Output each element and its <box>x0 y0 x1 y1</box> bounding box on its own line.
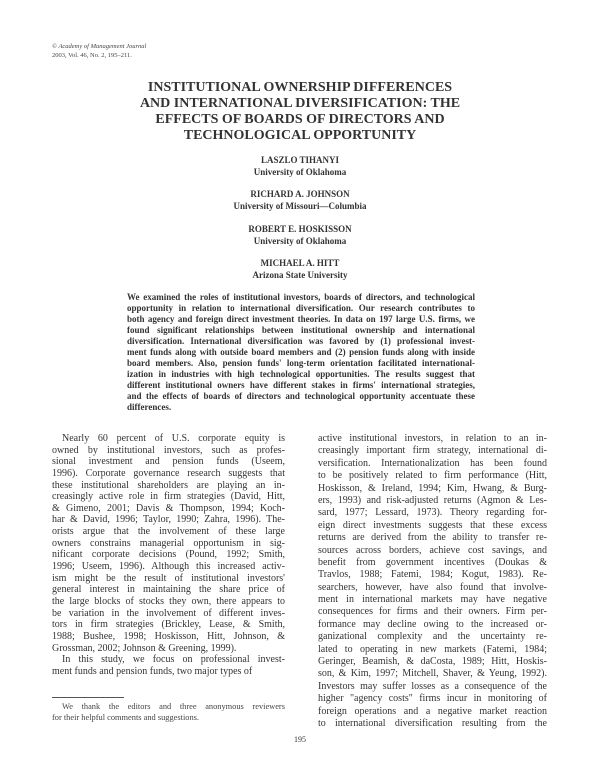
title-line: AND INTERNATIONAL DIVERSIFICATION: THE <box>139 96 461 111</box>
text-line: versification. Internationalization has been found <box>318 457 547 469</box>
abstract <box>127 292 475 413</box>
text-line: active institutional investors, in relation to an in- <box>318 433 547 444</box>
text-line: found significant relationships between institutional ownership and international <box>127 325 475 335</box>
author-name: LASZLO TIHANYI <box>260 155 340 165</box>
text-line: ganizational complexity and the uncertainty re- <box>318 631 547 643</box>
text-line: owners constrains managerial opportunism in sig- <box>52 537 285 549</box>
text-line: to be positively related to firm performance (Hitt, <box>318 470 547 482</box>
text-line: owned by institutional investors, such as profes- <box>52 444 285 456</box>
text-line: sional investment and pension funds (Useem, <box>52 456 285 468</box>
text-line: differences. <box>127 402 172 412</box>
text-line: the large blocks of stocks they own, there appears to <box>52 595 285 607</box>
text-line: son, & Kim, 1997; Mitchell, Shaver, & Yeung, 1992). <box>318 668 547 680</box>
text-line: board members. Also, pension funds' long-term orientation facilitated international- <box>127 358 475 368</box>
author-affiliation: University of Oklahoma <box>253 167 347 177</box>
text-line: searchers, however, have also found that involve- <box>318 581 547 593</box>
text-line: har & David, 1996; Taylor, 1990; Zahra, 1996). The- <box>52 514 285 526</box>
footnote <box>52 701 285 723</box>
text-line: consequences for firms and their owners. Firm per- <box>318 606 547 618</box>
text-line: creasingly active role in firm strategies (David, Hitt, <box>52 491 285 503</box>
title-line: INSTITUTIONAL OWNERSHIP DIFFERENCES <box>147 80 453 95</box>
text-line: Hoskisson, & Ireland, 1994; Kim, Hwang, & Burg- <box>318 482 547 494</box>
text-line: 1996). Corporate governance research suggests that <box>52 467 285 479</box>
footnote-divider <box>52 697 124 698</box>
text-line: different institutional owners have different stakes in firms' international strategies, <box>127 380 475 390</box>
text-line: ization in industries with high technological opportunities. The results suggest that <box>127 369 475 379</box>
author-block <box>0 257 600 281</box>
text-line: sources across borders, achieve cost savings, and <box>318 544 547 556</box>
author-block <box>0 188 600 212</box>
text-line: 1988; Bushee, 1998; Hoskisson, Hitt, Johnson, & <box>52 630 285 642</box>
text-line: Nearly 60 percent of U.S. corporate equity is <box>62 433 285 444</box>
journal-citation: 2003, Vol. 46, No. 2, 195–211. <box>52 52 132 59</box>
text-line: formance may decline owing to the increased or- <box>318 618 547 630</box>
text-line: for their helpful comments and suggestions. <box>52 713 200 722</box>
author-block <box>0 154 600 178</box>
text-line: benefit from government incentives (Doukas & <box>318 556 547 568</box>
text-line: sard, 1977; Lessard, 1973). Theory regarding for- <box>318 507 547 519</box>
text-line: be variation in the involvement of different inves- <box>52 607 285 619</box>
author-affiliation: Arizona State University <box>252 270 348 280</box>
text-line: diversification. International diversification was favored by (1) professional invest- <box>127 336 475 346</box>
text-line: ment funds along with outside board members and (2) pension funds along with inside <box>127 347 475 357</box>
text-line: Travlos, 1988; Fatemi, 1984; Kogut, 1983). Re- <box>318 569 547 581</box>
text-line: ment in international markets may have negative <box>318 594 547 606</box>
text-line: nificant corporate decisions (Pound, 1992; Smith, <box>52 549 285 561</box>
journal-name: © Academy of Management Journal <box>52 43 147 50</box>
title-line: TECHNOLOGICAL OPPORTUNITY <box>183 128 417 143</box>
text-line: Grossman, 2002; Johnson & Greening, 1999). <box>52 642 237 654</box>
text-line: opportunity in relation to international diversification. Our research contributes to <box>127 303 475 313</box>
author-block <box>0 223 600 247</box>
body-column-right <box>318 433 547 730</box>
text-line: ism might be the result of institutional investors' <box>52 572 285 584</box>
text-line: to international diversification resulting from the <box>318 717 547 729</box>
page-number: 195 <box>294 735 306 744</box>
text-line: lated to operating in new markets (Fatemi, 1984; <box>318 643 547 655</box>
text-line: 1996; Useem, 1996). Although this increased activ- <box>52 561 285 573</box>
author-name: RICHARD A. JOHNSON <box>250 189 350 199</box>
text-line: higher "agency costs" firms incur in monitoring of <box>318 693 547 705</box>
text-line: these institutional shareholders are playing an in- <box>52 479 285 491</box>
text-line: Investors may suffer losses as a consequence of the <box>318 680 547 692</box>
text-line: In this study, we focus on professional invest- <box>62 654 285 666</box>
text-line: We examined the roles of institutional investors, boards of directors, and technological <box>127 292 475 302</box>
text-line: both agency and foreign direct investment theories. In data on 197 large U.S. firms, we <box>127 314 475 324</box>
text-line: Geringer, Beamish, & daCosta, 1989; Hitt, Hoskis- <box>318 656 547 668</box>
text-line: ers, 1993) and risk-adjusted returns (Agmon & Les- <box>318 494 547 506</box>
text-line: eign direct investments suggests that these excess <box>318 519 547 531</box>
journal-header <box>52 42 146 60</box>
text-line: & Gimeno, 2001; Davis & Thompson, 1994; Koch- <box>52 502 285 514</box>
text-line: ment funds and pension funds, two major types of <box>52 665 253 677</box>
author-affiliation: University of Oklahoma <box>253 236 347 246</box>
article-title <box>0 80 600 144</box>
author-name: MICHAEL A. HITT <box>260 258 340 268</box>
text-line: orists argue that the involvement of these large <box>52 526 285 538</box>
text-line: creasingly important firm strategy, international di- <box>318 445 547 457</box>
body-column-left <box>52 433 285 677</box>
text-line: tors in firm strategies (Brickley, Lease, & Smith, <box>52 619 285 631</box>
text-line: returns are derived from the ability to transfer re- <box>318 532 547 544</box>
text-line: We thank the editors and three anonymous reviewers <box>62 702 285 711</box>
author-name: ROBERT E. HOSKISSON <box>248 224 352 234</box>
text-line: general interest in maintaining the share price of <box>52 584 285 596</box>
author-affiliation: University of Missouri—Columbia <box>233 201 367 211</box>
title-line: EFFECTS OF BOARDS OF DIRECTORS AND <box>155 112 445 127</box>
text-line: and the effects of boards of directors and technological opportunity accentuate these <box>127 391 475 401</box>
text-line: foreign operations and a negative market reaction <box>318 705 547 717</box>
